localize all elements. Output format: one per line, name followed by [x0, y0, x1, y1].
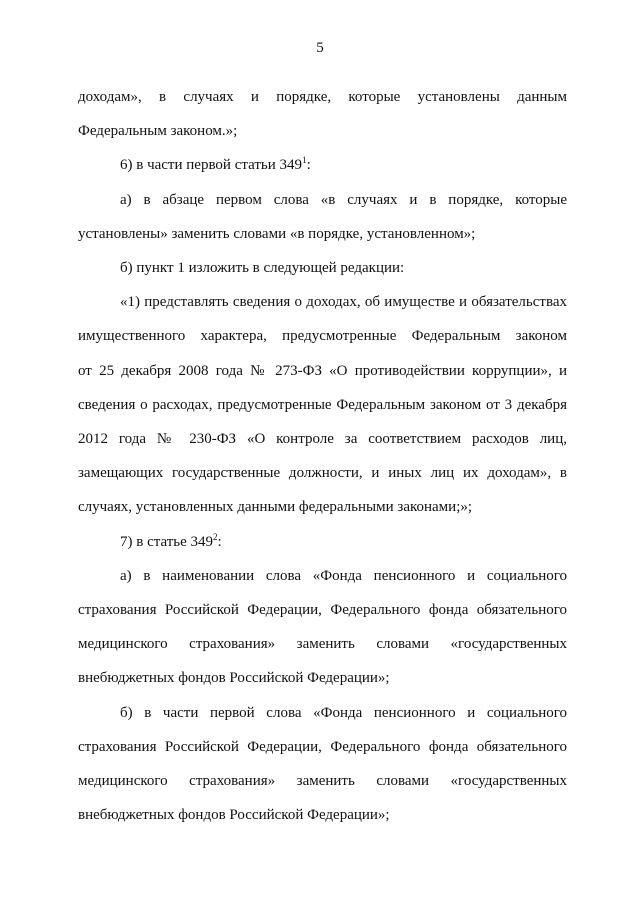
paragraph-line: а) в абзаце первом слова «в случаях и в порядке, которые — [120, 191, 567, 208]
page-number: 5 — [316, 40, 324, 56]
paragraph-line: «1) представлять сведения о доходах, об имуществе и обязательствах — [120, 294, 567, 311]
paragraph-line: а) в наименовании слова «Фонда пенсионного и социального — [120, 567, 567, 584]
subsection-heading-7 — [78, 525, 567, 559]
superscript: 1 — [302, 155, 307, 166]
paragraph-line: страхования Российской Федерации, Федерального фонда обязательного — [78, 602, 567, 619]
subsection-heading-6 — [78, 148, 567, 182]
heading-text: 6) в части первой статьи 349 — [120, 157, 303, 174]
paragraph-line: внебюджетных фондов Российской Федерации»; — [78, 670, 390, 687]
paragraph-line: установлены» заменить словами «в порядке, установленном»; — [78, 225, 476, 242]
paragraph-line: замещающих государственные должности, и иных лиц их доходам», в — [78, 465, 567, 482]
paragraph-line: Федеральным законом.»; — [78, 123, 238, 140]
paragraph-line: 2012 года № 230-ФЗ «О контроле за соответствием расходов лиц, — [78, 431, 567, 448]
paragraph-line: б) пункт 1 изложить в следующей редакции: — [120, 260, 405, 277]
document-body — [78, 80, 567, 832]
paragraph-line: медицинского страхования» заменить словами «государственных — [78, 636, 567, 653]
paragraph-line: б) в части первой слова «Фонда пенсионного и социального — [120, 704, 567, 721]
paragraph-line: сведения о расходах, предусмотренные Федеральным законом от 3 декабря — [78, 396, 567, 413]
paragraph-line: имущественного характера, предусмотренные Федеральным законом — [78, 328, 567, 345]
superscript: 2 — [213, 531, 218, 542]
paragraph-line: страхования Российской Федерации, Федерального фонда обязательного — [78, 738, 567, 755]
paragraph-line: медицинского страхования» заменить словами «государственных — [78, 773, 567, 790]
paragraph-line: доходам», в случаях и порядке, которые установлены данным — [78, 89, 567, 105]
heading-tail: : — [306, 157, 311, 174]
paragraph-line: случаях, установленных данными федеральными законами;»; — [78, 499, 473, 516]
heading-tail: : — [217, 533, 222, 550]
paragraph-line: от 25 декабря 2008 года № 273-ФЗ «О противодействии коррупции», и — [78, 362, 567, 379]
paragraph-line: внебюджетных фондов Российской Федерации»; — [78, 807, 390, 824]
heading-text: 7) в статье 349 — [120, 533, 214, 550]
